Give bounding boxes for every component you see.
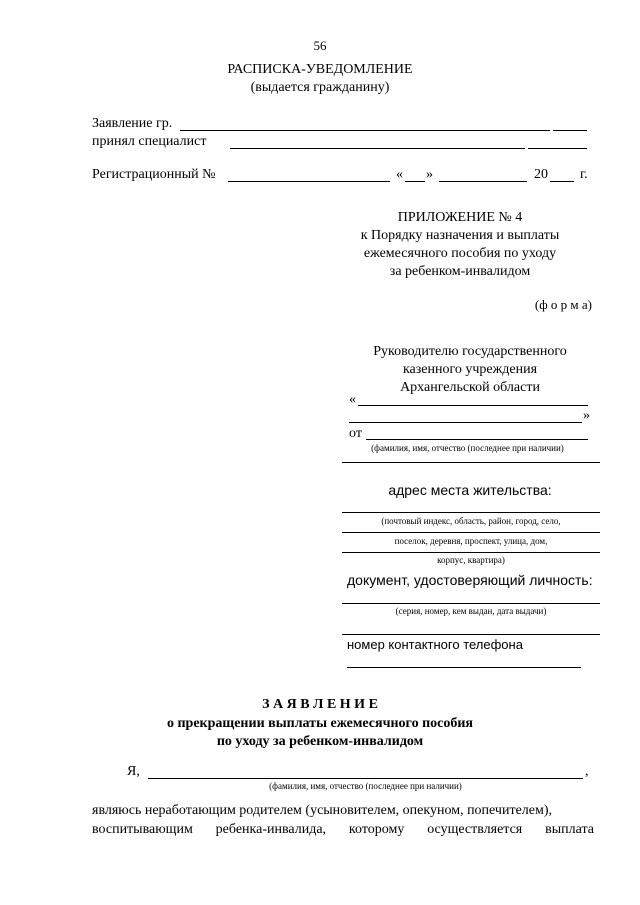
addressee-line2: казенного учреждения (402, 362, 538, 377)
reg-year-line[interactable] (550, 181, 574, 182)
addressee-quote-close: » (583, 408, 590, 423)
identity-doc-line2[interactable] (342, 634, 600, 635)
address-line3[interactable] (342, 552, 600, 553)
body-line2 (92, 822, 594, 838)
appendix-line2: к Порядку назначения и выплаты (360, 228, 560, 243)
identity-doc-label: документ, удостоверяющий личность: (347, 572, 593, 588)
from-label: от (349, 426, 362, 441)
addressee-line1: Руководителю государственного (373, 344, 567, 359)
page-number: 56 (313, 38, 327, 53)
institution-name-line2[interactable] (349, 422, 582, 423)
body-word: ребенка-инвалида, (215, 822, 327, 837)
reg-label: Регистрационный № (92, 167, 216, 182)
addressee-line3: Архангельской области (400, 380, 540, 395)
application-subtitle1: о прекращении выплаты ежемесячного пособия (166, 716, 473, 731)
appendix-line1: ПРИЛОЖЕНИЕ № 4 (397, 210, 523, 225)
address-line1[interactable] (342, 512, 600, 513)
statement-line-end[interactable] (553, 130, 587, 131)
institution-name-line1[interactable] (358, 405, 588, 406)
accepted-label: принял специалист (92, 134, 207, 149)
address-hint2: поселок, деревня, проспект, улица, дом, (394, 536, 548, 546)
statement-label: Заявление гр. (92, 116, 173, 131)
reg-month-line[interactable] (439, 181, 527, 182)
from-name-line[interactable] (366, 439, 588, 440)
address-label: адрес места жительства: (388, 482, 552, 498)
reg-quote-open: « (396, 167, 403, 182)
application-title: З А Я В Л Е Н И Е (262, 697, 378, 712)
applicant-i-label: Я, (127, 764, 140, 779)
reg-quote-close: » (426, 167, 433, 182)
body-word: воспитывающим (92, 822, 193, 837)
accepted-line-end[interactable] (528, 148, 587, 149)
statement-line[interactable] (180, 130, 550, 131)
applicant-name-line[interactable] (148, 778, 583, 779)
body-word: выплата (545, 822, 594, 837)
phone-line[interactable] (347, 667, 581, 668)
receipt-title: РАСПИСКА-УВЕДОМЛЕНИЕ (227, 62, 413, 77)
applicant-name-hint: (фамилия, имя, отчество (последнее при наличии) (269, 781, 462, 791)
address-hint3: корпус, квартира) (437, 555, 505, 565)
receipt-subtitle: (выдается гражданину) (250, 80, 390, 95)
reg-day-line[interactable] (405, 181, 425, 182)
from-name-hint: (фамилия, имя, отчество (последнее при наличии) (371, 443, 564, 453)
reg-year-prefix: 20 (534, 167, 548, 182)
phone-label: номер контактного телефона (347, 637, 523, 652)
applicant-i-end: , (585, 764, 589, 779)
body-line1: являюсь неработающим родителем (усыновителем, опекуном, попечителем), (92, 803, 553, 818)
addressee-quote-open: « (349, 392, 356, 407)
address-hint1: (почтовый индекс, область, район, город, село, (381, 516, 561, 526)
body-word: осуществляется (427, 822, 523, 837)
accepted-line[interactable] (230, 148, 525, 149)
application-subtitle2: по уходу за ребенком-инвалидом (216, 734, 424, 749)
identity-doc-hint: (серия, номер, кем выдан, дата выдачи) (395, 606, 547, 616)
form-label: (ф о р м а) (534, 297, 592, 312)
reg-year-suffix: г. (580, 167, 588, 182)
from-name-line2[interactable] (342, 462, 600, 463)
body-word: которому (348, 822, 405, 837)
appendix-line3: ежемесячного пособия по уходу (363, 246, 557, 261)
identity-doc-line[interactable] (342, 603, 600, 604)
address-line2[interactable] (342, 532, 600, 533)
appendix-line4: за ребенком-инвалидом (389, 264, 531, 279)
reg-number-line[interactable] (228, 181, 390, 182)
